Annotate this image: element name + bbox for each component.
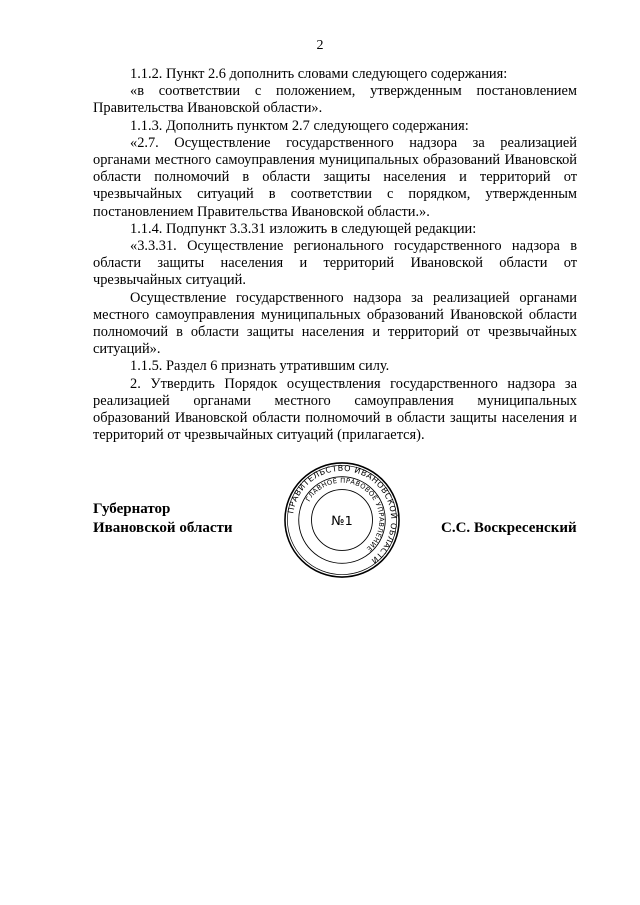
document-body — [93, 66, 577, 444]
paragraph: 1.1.4. Подпункт 3.3.31 изложить в следующей редакции: — [130, 220, 477, 237]
paragraph: 1.1.2. Пункт 2.6 дополнить словами следующего содержания: — [130, 66, 508, 82]
signatory-title-line: Ивановской области — [93, 520, 233, 536]
page-number: 2 — [316, 38, 324, 53]
signatory-title — [93, 500, 233, 538]
paragraph: 2. Утвердить Порядок осуществления государственного надзора за реализацией органами местного самоуправления муниципальных образований Ивановской области полномочий в области защиты населения и территорий от чрезвычайных ситуаций (прилагается). — [93, 375, 577, 444]
paragraph: 1.1.5. Раздел 6 признать утратившим силу. — [130, 358, 390, 375]
paragraph: «2.7. Осуществление государственного надзора за реализацией органами местного самоуправления муниципальных образований Ивановской области полномочий в области защиты населения и территорий от чрезвычайных ситуаций в соответствии с порядком, утвержденным постановлением Правительства Ивановской области.». — [93, 134, 577, 220]
seal-inner-text: ГЛАВНОЕ ПРАВОВОЕ УПРАВЛЕНИЕ — [304, 476, 386, 554]
paragraph: 1.1.3. Дополнить пунктом 2.7 следующего содержания: — [130, 117, 469, 134]
signatory-name: С.С. Воскресенский — [441, 520, 577, 536]
paragraph: «в соответствии с положением, утвержденным постановлением Правительства Ивановской области». — [93, 83, 577, 117]
seal-number: №1 — [331, 513, 353, 529]
paragraph: Осуществление государственного надзора за реализацией органами местного самоуправления муниципальных образований Ивановской области полномочий в области защиты населения и территорий от чрезвычайных ситуаций». — [93, 289, 577, 358]
seal-outer-text: ПРАВИТЕЛЬСТВО ИВАНОВСКОЙ ОБЛАСТИ — [286, 463, 399, 566]
paragraph: «3.3.31. Осуществление регионального государственного надзора в области защиты населения и территорий Ивановской области от чрезвычайных ситуаций. — [93, 238, 577, 289]
signatory-title-line: Губернатор — [93, 501, 171, 517]
official-seal — [283, 461, 401, 579]
